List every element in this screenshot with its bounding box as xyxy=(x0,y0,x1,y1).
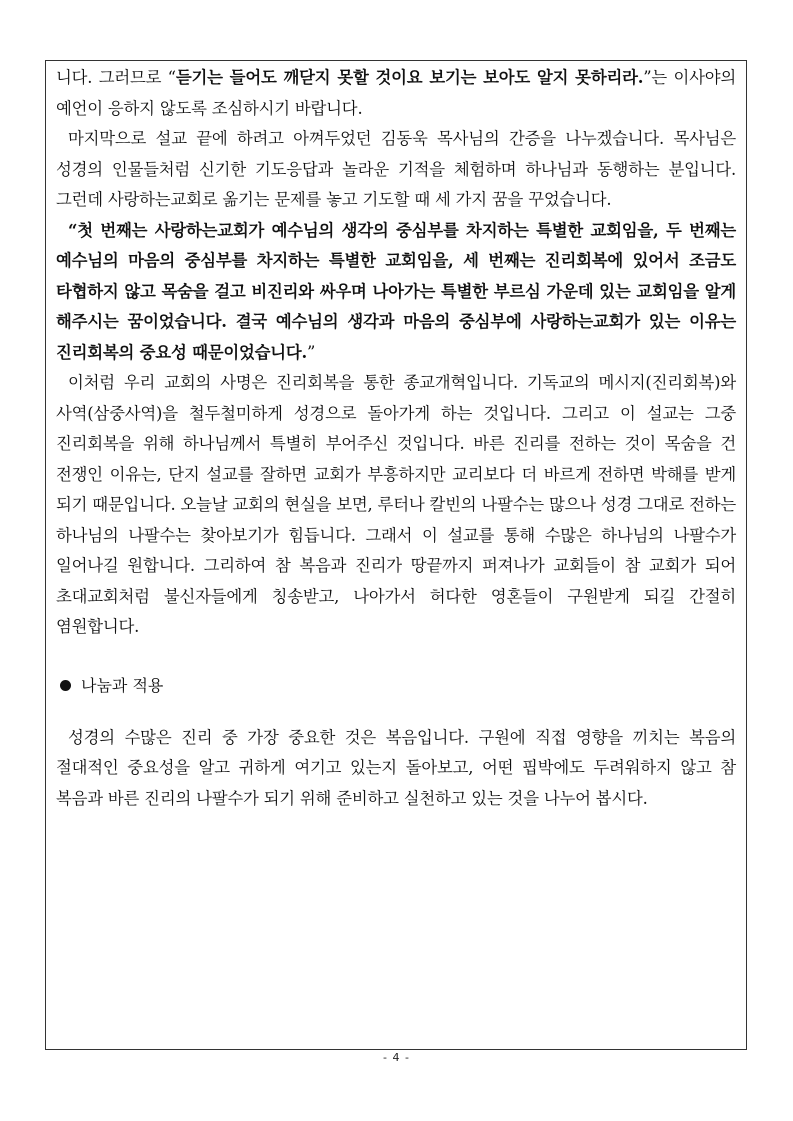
bullet-icon xyxy=(60,680,71,691)
paragraph-lead-text: 니다. 그러므로 “ xyxy=(56,68,176,87)
section-heading-sharing xyxy=(56,671,736,701)
paragraph-isaiah-warning xyxy=(56,63,736,124)
spacer xyxy=(56,643,736,671)
three-dreams-bold-text: 첫 번째는 사랑하는교회가 예수님의 생각의 중심부를 차지하는 특별한 교회임을, 두 번째는 예수님의 마음의 중심부를 차지하는 특별한 교회임을, 세 번째는 진리회복에 있어서 조금도 타협하지 않고 목숨을 걸고 비진리와 싸우며 나아가는 특별한 부르심 가운데 있는 교회임을 알게 해주시는 꿈이었습니다. 결국 예수님의 생각과 마음의 중심부에 사랑하는교회가 있는 이유는 진리회복의 중요성 때문이었습니다. xyxy=(56,220,736,362)
spacer xyxy=(56,701,736,723)
paragraph-church-mission: 이처럼 우리 교회의 사명은 진리회복을 통한 종교개혁입니다. 기독교의 메시지(진리회복)와 사역(삼중사역)을 철두철미하게 성경으로 돌아가게 하는 것입니다. 그리고 이 설교는 그중 진리회복을 위해 하나님께서 특별히 부어주신 것입니다. 바른 진리를 전하는 것이 목숨을 건 전쟁인 이유는, 단지 설교를 잘하면 교회가 부흥하지만 교리보다 더 바르게 전하면 박해를 받게 되기 때문입니다. 오늘날 교회의 현실을 보면, 루터나 칼빈의 나팔수는 많으나 성경 그대로 전하는 하나님의 나팔수는 찾아보기가 힘듭니다. 그래서 이 설교를 통해 수많은 하나님의 나팔수가 일어나길 원합니다. 그리하여 참 복음과 진리가 땅끝까지 퍼져나가 교회들이 참 교회가 되어 초대교회처럼 불신자들에게 칭송받고, 나아가서 허다한 영혼들이 구원받게 되길 간절히 염원합니다. xyxy=(56,373,736,636)
content-frame xyxy=(45,60,747,1050)
isaiah-quote-bold: 듣기는 들어도 깨닫지 못할 것이요 보기는 보아도 알지 못하리라. xyxy=(175,68,644,87)
paragraph-sharing-application: 성경의 수많은 진리 중 가장 중요한 것은 복음입니다. 구원에 직접 영향을 끼치는 복음의 절대적인 중요성을 알고 귀하게 여기고 있는지 돌아보고, 어떤 핍박에도 두려워하지 않고 참 복음과 바른 진리의 나팔수가 되기 위해 준비하고 실천하고 있는 것을 나누어 봅시다. xyxy=(56,727,736,808)
paragraph-testimony-intro: 마지막으로 설교 끝에 하려고 아껴두었던 김동욱 목사님의 간증을 나누겠습니다. 목사님은 성경의 인물들처럼 신기한 기도응답과 놀라운 기적을 체험하며 하나님과 동행하는 분입니다. 그런데 사랑하는교회로 옮기는 문제를 놓고 기도할 때 세 가지 꿈을 꾸었습니다. xyxy=(56,129,736,209)
close-quote-mark: ” xyxy=(307,342,316,362)
page-number: - 4 - xyxy=(383,1051,410,1064)
paragraph-three-dreams-quote xyxy=(56,216,736,369)
section-title: 나눔과 적용 xyxy=(81,675,164,695)
open-quote-mark: “ xyxy=(68,220,78,240)
paragraph-tail-text: ”는 이사야의 예언이 응하지 않도록 조심하시기 바랍니다. xyxy=(56,68,737,118)
